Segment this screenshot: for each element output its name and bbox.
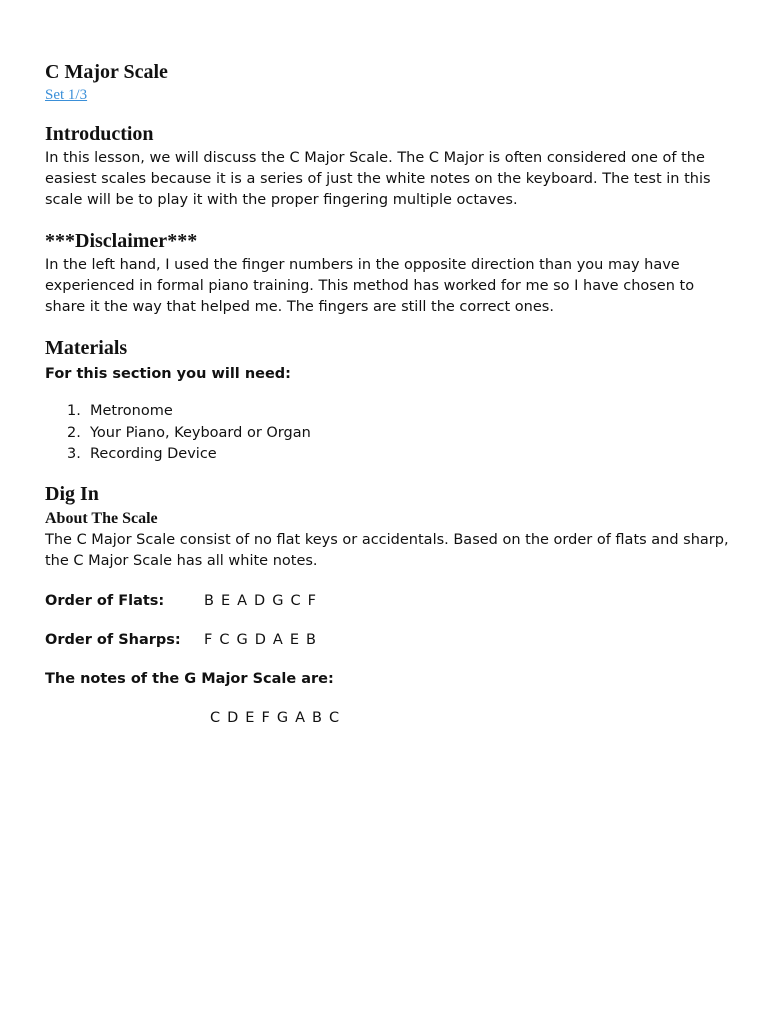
materials-heading: Materials: [45, 337, 128, 359]
page-title: C Major Scale: [45, 61, 168, 83]
introduction-heading: Introduction: [45, 123, 154, 145]
list-item: [45, 401, 311, 423]
materials-list: [45, 401, 311, 466]
introduction-text: In this lesson, we will discuss the C Major Scale. The C Major is often considered one of the easiest scales because it is a series of just the white notes on the keyboard. The test in this scale will be to play it with the proper fingering multiple octaves.: [45, 150, 711, 208]
about-scale-text: The C Major Scale consist of no flat keys or accidentals. Based on the order of flats and sharp, the C Major Scale has all white notes.: [45, 532, 729, 569]
list-item-label: Recording Device: [90, 446, 217, 462]
list-item-label: Metronome: [90, 403, 173, 419]
set-link[interactable]: Set 1/3: [45, 87, 88, 103]
scale-notes-value: C D E F G A B C: [210, 710, 341, 726]
list-item-number: 1.: [67, 403, 81, 419]
list-item: [45, 423, 311, 445]
order-of-sharps-label: Order of Sharps:: [45, 632, 181, 648]
list-item-number: 2.: [67, 424, 81, 441]
order-of-sharps-value: F C G D A E B: [204, 632, 318, 648]
list-item-label: Your Piano, Keyboard or Organ: [90, 424, 311, 441]
list-item-number: 3.: [67, 446, 81, 462]
scale-notes-label: The notes of the G Major Scale are:: [45, 671, 334, 687]
disclaimer-heading: ***Disclaimer***: [45, 230, 198, 252]
about-scale-subheading: About The Scale: [45, 510, 158, 527]
dig-in-heading: Dig In: [45, 483, 99, 505]
disclaimer-text: In the left hand, I used the finger numbers in the opposite direction than you may have experienced in formal piano training. This method has worked for me so I have chosen to share it the way that helped me. The fingers are still the correct ones.: [45, 257, 695, 315]
order-of-flats-label: Order of Flats:: [45, 593, 165, 609]
materials-intro: For this section you will need:: [45, 366, 291, 382]
order-of-flats-value: B E A D G C F: [204, 593, 318, 609]
list-item: [45, 444, 311, 466]
